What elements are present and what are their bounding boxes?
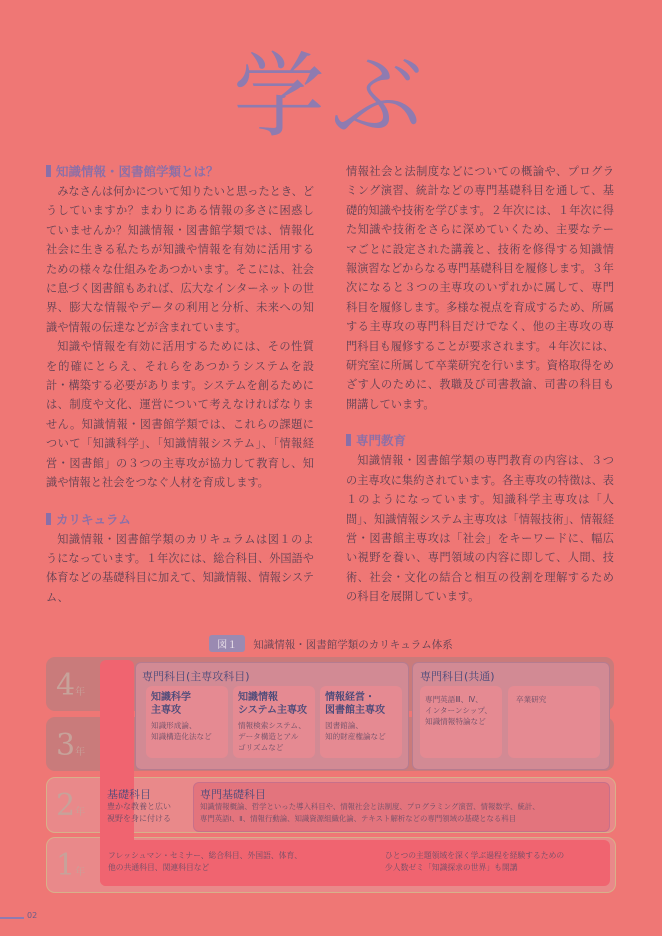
first-year-seminar-desc: ひとつの主題領域を深く学ぶ過程を経験するための 少人数ゼミ「知識探求の世界」も開講 [385,851,565,872]
common-item-2: 卒業研究 [516,695,547,704]
year-label-1: 1年 [56,848,86,883]
major-desc-information-management-library: 図書館論、 知的財産権論など [325,721,386,741]
heading-bar-icon [346,434,351,446]
specialized-foundation-title: 専門基礎科目 [200,788,266,801]
figure-number: 図１ [209,635,245,652]
foundation-desc: 豊かな教養と広い 視野を身に付ける [107,802,171,823]
figure-caption [0,635,662,652]
major-name-knowledge-science: 知識科学 主専攻 [151,692,191,716]
year-label-3: 3年 [56,728,86,763]
year-label-4: 4年 [56,668,86,703]
heading-bar-icon [46,513,51,525]
overview-paragraph-1: みなさんは何かについて知りたいと思ったとき、どうしていますか？まわりにある情報の多さに困惑していませんか？知識情報・図書館学類では、情報化社会に生きる私たちが知識や情報を有効に活用するための様々な仕組みをあつかいます。そこには、社会に息づく図書館もあれば、広大なインターネットの世界、膨大な情報やデータの利用と分析、未来への知識や情報の伝達などが含まれています。 [46,185,314,334]
specialized-heading-text: 専門教育 [356,433,407,449]
right-column [346,162,614,607]
figure-title: 知識情報・図書館学類のカリキュラム体系 [253,639,453,651]
major-desc-knowledge-information-systems: 情報検索システム、 データ構造とアル ゴリズムなど [238,721,306,752]
major-specialized-title: 専門科目(主専攻科目) [142,670,250,683]
specialized-foundation-desc: 知識情報概論、哲学といった導入科目や、情報社会と法制度、プログラミング演習、情報数学、統計、 専門英語Ⅰ、Ⅱ、情報行動論、知識資源組織化論、テキスト解析などの専門領域の基礎となる科目 [200,802,540,823]
left-column [46,162,314,604]
page-number-rule [0,917,24,919]
specialized-paragraph: 知識情報・図書館学類の専門教育の内容は、３つの主専攻に集約されています。各主専攻の特徴は、表１のようになっています。知識科学主専攻は「人間」、知識情報システム主専攻は「情報技術」、情報経営・図書館主専攻は「社会」をキーワードに、幅広い視野を養い、専門領域の内容に即して、人間、技術、社会・文化の結合と相互の役割を理解するための科目を展開しています。 [346,454,614,604]
heading-bar-icon [46,165,51,177]
overview-heading-text: 知識情報・図書館学類とは？ [56,164,219,179]
year-label-2: 2年 [56,788,86,823]
specialized-heading [346,431,614,451]
major-desc-knowledge-science: 知識形成論、 知識構造化法など [151,721,212,741]
curriculum-heading [46,510,314,530]
curriculum-paragraph-part2: 情報社会と法制度などについての概論や、プログラミング演習、統計などの専門基礎科目を通して、基礎的知識や技術を学びます。２年次には、１年次に得た知識や技術をさらに深めていくため、主要なテーマごとに設定された講義と、技術を修得する知識情報演習などからなる専門基礎科目を履修します。３年次になると３つの主専攻のいずれかに属して、専門科目を履修します。多様な視点を育成するため、所属する主専攻の専門科目だけでなく、他の主専攻の専門科目も履修することが要求されます。４年次には、研究室に所属して卒業研究を行います。資格取得をめざす人のために、教職及び司書教諭、司書の科目も開講しています。 [346,165,614,411]
overview-paragraph-2: 知識や情報を有効に活用するためには、その性質を的確にとらえ、それらをあつかうシステムを設計・構築する必要があります。システムを創るためには、制度や文化、運営について考えなければなりません。知識情報・図書館学類では、これらの課題について「知識科学」、「知識情報システム」、「情報経営・図書館」の３つの主専攻が協力して教育し、知識や情報と社会をつなぐ人材を育成します。 [46,340,314,490]
curriculum-heading-text: カリキュラム [56,511,131,527]
foundation-title: 基礎科目 [107,788,151,801]
overview-heading [46,162,314,182]
first-year-desc: フレッシュマン・セミナー、総合科目、外国語、体育、 他の共通科目、関連科目など [108,851,303,872]
curriculum-paragraph-part1: 知識情報・図書館学類のカリキュラムは図１のようになっています。１年次には、総合科目、外国語や体育などの基礎科目に加えて、知識情報、情報システム、 [46,532,314,604]
page-number: 02 [0,911,36,923]
major-name-knowledge-information-systems: 知識情報 システム主専攻 [238,692,307,716]
major-name-information-management-library: 情報経営・ 図書館主専攻 [325,692,385,716]
page-title: 学ぶ [232,43,429,150]
common-item-1: 専門英語Ⅲ、Ⅳ、 インターンシップ、 知識情報特論など [425,695,492,726]
common-specialized-title: 専門科目(共通) [420,670,495,683]
